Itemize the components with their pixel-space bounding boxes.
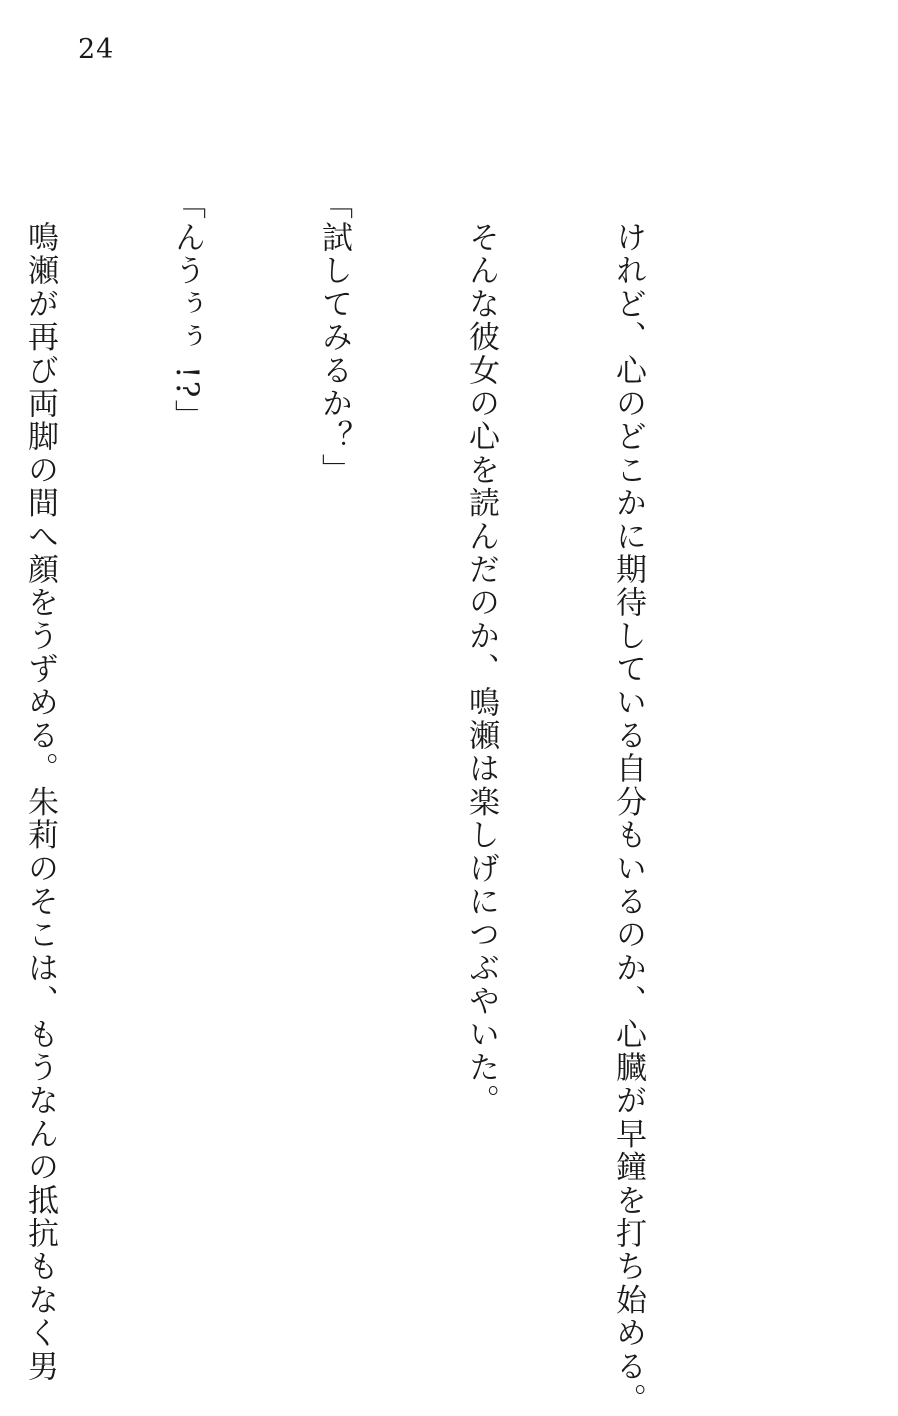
text-line: けれど、心のどこかに期待している自分もいるのか、心臓が早鐘を打ち始める。 bbox=[610, 221, 646, 1416]
vertical-text-body bbox=[22, 188, 750, 1416]
text-line: そんな彼女の心を読んだのか、鳴瀬は楽しげにつぶやいた。 bbox=[463, 221, 499, 1118]
dialogue-line: 「んうぅぅ !?」 bbox=[169, 188, 205, 433]
text-line: 鳴瀬が再び両脚の間へ顔をうずめる。朱莉のそこは、もうなんの抵抗もなく男 bbox=[22, 221, 58, 1384]
dialogue-line: 「試してみるか？」 bbox=[316, 188, 352, 487]
page-number: 24 bbox=[78, 34, 115, 65]
